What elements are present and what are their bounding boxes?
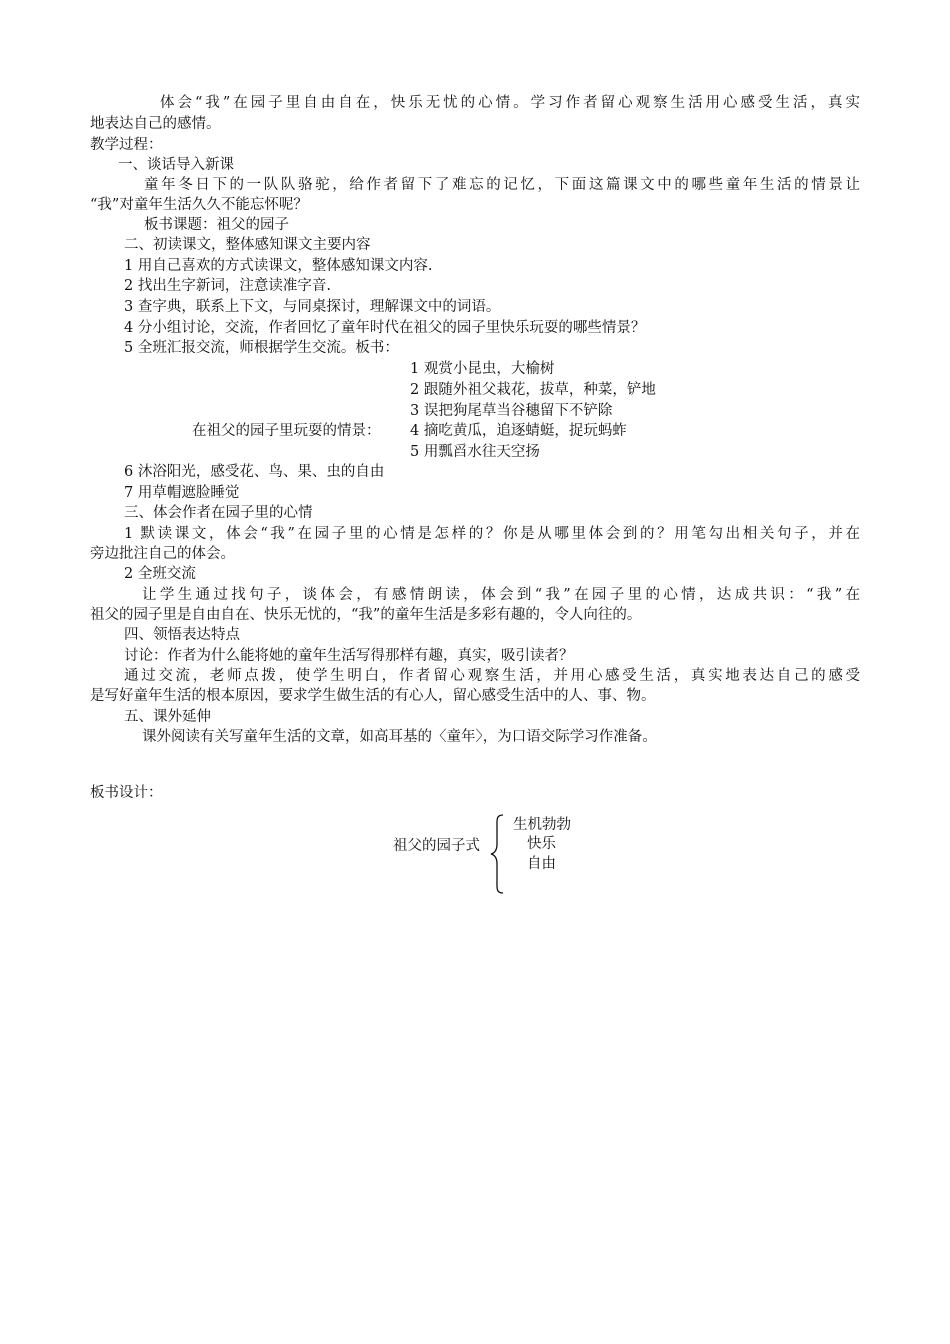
curly-brace-icon — [490, 814, 506, 894]
section3-paragraph-line-2: 祖父的园子里是自由自在、快乐无忧的，“我”的童年生活是多彩有趣的，令人向往的。 — [90, 607, 642, 623]
section2-item-5: 5 全班汇报交流，师根据学生交流。板书： — [124, 340, 399, 356]
section2-item-4: 4 分小组讨论，交流，作者回忆了童年时代在祖父的园子里快乐玩耍的哪些情景？ — [124, 320, 646, 336]
section2-item-1: 1 用自己喜欢的方式读课文，整体感知课文内容. — [124, 258, 433, 274]
section3-item-1-line-2: 旁边批注自己的体会。 — [90, 546, 235, 562]
section1-paragraph-line-1: 童年冬日下的一队队骆驼，给作者留下了难忘的记忆，下面这篇课文中的哪些童年生活的情景让 — [144, 177, 860, 193]
section3-item-1-line-1: 1 默读课文，体会“我”在园子里的心情是怎样的？你是从哪里体会到的？用笔勾出相关句子，并在 — [124, 526, 860, 542]
board-design-label: 板书设计： — [90, 785, 163, 801]
section3-paragraph-line-1: 让学生通过找句子，谈体会，有感情朗读，体会到“我”在园子里的心情，达成共识：“我”在 — [142, 587, 860, 603]
play-list-item-3: 3 误把狗尾草当谷穗留下不铲除 — [410, 403, 613, 419]
board-design-item-1: 生机勃勃 — [513, 817, 571, 833]
section2-item-7: 7 用草帽遮脸睡觉 — [124, 485, 240, 501]
section2-item-3: 3 查字典，联系上下文，与同桌探讨，理解课文中的词语。 — [124, 299, 501, 315]
section2-item-2: 2 找出生字新词，注意读准字音. — [124, 278, 331, 294]
section1-board-title: 板书课题：祖父的园子 — [144, 217, 289, 233]
section1-paragraph-line-2: “我”对童年生活久久不能忘怀呢？ — [90, 197, 308, 213]
board-design-item-3: 自由 — [527, 856, 556, 872]
play-list-item-4: 4 摘吃黄瓜，追逐蜻蜓，捉玩蚂蚱 — [410, 423, 627, 439]
section4-discussion: 讨论：作者为什么能将她的童年生活写得那样有趣，真实，吸引读者？ — [124, 648, 574, 664]
section1-title: 一、谈话导入新课 — [118, 157, 234, 173]
process-title: 教学过程： — [90, 137, 163, 153]
section5-title: 五、课外延伸 — [124, 709, 211, 725]
play-list-item-1: 1 观赏小昆虫，大榆树 — [410, 361, 555, 377]
intro-line-2: 地表达自己的感情。 — [90, 116, 221, 132]
play-list-item-2: 2 跟随外祖父栽花，拔草，种菜，铲地 — [410, 382, 656, 398]
intro-line-1: 体会“我”在园子里自由自在，快乐无忧的心情。学习作者留心观察生活用心感受生活，真实 — [160, 95, 860, 111]
section5-paragraph: 课外阅读有关写童年生活的文章，如高耳基的〈童年〉，为口语交际学习作准备。 — [142, 729, 657, 745]
board-design-item-2: 快乐 — [527, 836, 556, 852]
section3-item-2: 2 全班交流 — [124, 566, 196, 582]
section3-title: 三、体会作者在园子里的心情 — [124, 505, 313, 521]
section4-title: 四、领悟表达特点 — [124, 627, 240, 643]
section4-paragraph-line-2: 是写好童年生活的根本原因，要求学生做生活的有心人，留心感受生活中的人、事、物。 — [90, 688, 656, 704]
board-design-title: 祖父的园子式 — [393, 838, 480, 854]
section2-title: 二、初读课文，整体感知课文主要内容 — [124, 237, 371, 253]
section4-paragraph-line-1: 通过交流，老师点拨，使学生明白，作者留心观察生活，并用心感受生活，真实地表达自己的感受 — [124, 668, 860, 684]
play-label: 在祖父的园子里玩耍的情景： — [192, 423, 381, 439]
section2-item-6: 6 沐浴阳光，感受花、鸟、果、虫的自由 — [124, 464, 385, 480]
play-list-item-5: 5 用瓢舀水往天空扬 — [410, 444, 540, 460]
